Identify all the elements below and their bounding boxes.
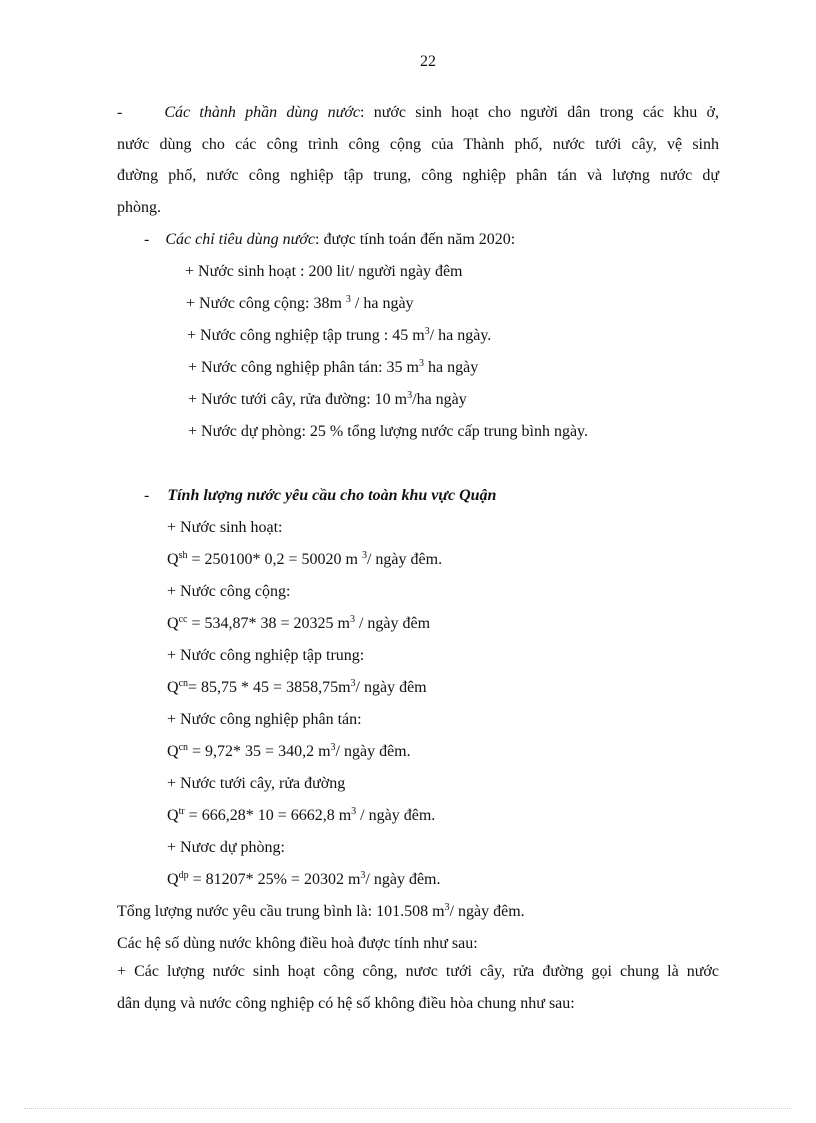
- coefficients-intro: Các hệ số dùng nước không điều hoà được tính như sau:: [117, 935, 478, 952]
- calc-row: [167, 518, 282, 538]
- calc-symbol: Q: [167, 551, 179, 568]
- norm-text: + Nước sinh hoạt : 200 lit/ người ngày đêm: [185, 263, 463, 280]
- heading-total-water-demand: Tính lượng nước yêu cầu cho toàn khu vực Quận: [167, 487, 497, 504]
- p1-line-4: phòng.: [117, 198, 161, 216]
- section-heading: [144, 486, 496, 506]
- calc-unit: / ngày đêm.: [356, 807, 436, 824]
- p2-rest: : được tính toán đến năm 2020:: [315, 231, 516, 248]
- superscript: 3: [361, 550, 367, 561]
- total-unit: / ngày đêm.: [449, 903, 525, 920]
- calc-unit: / ngày đêm: [354, 615, 431, 632]
- paragraph-coefficients: [117, 956, 719, 1019]
- calc-row: [167, 774, 345, 794]
- norm-item: [185, 262, 462, 282]
- term-water-components: Các thành phần dùng nước: [164, 104, 361, 121]
- calc-expression: = 85,75 * 45 = 3858,75m: [188, 679, 351, 696]
- term-water-norms: Các chỉ tiêu dùng nước: [165, 231, 316, 248]
- norm-unit: ha ngày: [424, 359, 479, 376]
- calc-row: [167, 806, 435, 826]
- paragraph-water-components: [117, 97, 719, 223]
- subscript-label: dp: [178, 870, 189, 881]
- norm-item: [188, 390, 467, 410]
- calc-expression: = 250100* 0,2 = 50020 m: [187, 551, 362, 568]
- calc-symbol: Q: [167, 679, 179, 696]
- calc-unit: / ngày đêm: [355, 679, 427, 696]
- calc-label: + Nước công cộng:: [167, 583, 291, 600]
- superscript: 3: [330, 742, 336, 753]
- dash: -: [144, 487, 150, 504]
- norm-unit: /ha ngày: [412, 391, 467, 408]
- superscript: 3: [351, 806, 357, 817]
- calc-label: + Nước sinh hoạt:: [167, 519, 283, 536]
- calc-row: [167, 678, 427, 698]
- subscript-label: cc: [178, 614, 188, 625]
- calc-symbol: Q: [167, 871, 179, 888]
- calc-row: [167, 710, 362, 730]
- page-bottom-divider: [24, 1108, 792, 1109]
- subscript-label: cn: [178, 742, 189, 753]
- norm-text: + Nước công nghiệp phân tán: 35 m: [188, 359, 419, 376]
- calc-expression: = 81207* 25% = 20302 m: [188, 871, 361, 888]
- calc-label: + Nước công nghiệp tập trung:: [167, 647, 365, 664]
- p1-line-2: nước dùng cho các công trình công cộng của Thành phố, nước tưới cây, vệ sinh: [117, 135, 719, 153]
- calc-unit: / ngày đêm.: [335, 743, 411, 760]
- subscript-label: tr: [178, 806, 185, 817]
- norm-item: [186, 294, 414, 314]
- calc-symbol: Q: [167, 615, 179, 632]
- superscript: 3: [360, 870, 366, 881]
- superscript: 3: [345, 294, 351, 305]
- calc-symbol: Q: [167, 807, 179, 824]
- calc-row: [167, 870, 440, 890]
- calc-row: [167, 614, 430, 634]
- superscript: 3: [407, 390, 413, 401]
- calc-row: [167, 742, 411, 762]
- paragraph-water-norms: [144, 230, 515, 250]
- p6-line-2: dân dụng và nước công nghiệp có hệ số không điều hòa chung như sau:: [117, 994, 575, 1012]
- calc-expression: = 9,72* 35 = 340,2 m: [188, 743, 331, 760]
- calc-row: [167, 550, 442, 570]
- norm-item: [187, 326, 491, 346]
- subscript-label: cn: [178, 678, 189, 689]
- norm-text: + Nước công nghiệp tập trung : 45 m: [187, 327, 425, 344]
- calc-row: [167, 838, 285, 858]
- subscript-label: sh: [178, 550, 188, 561]
- p1-text-1: : nước sinh hoạt cho người dân trong các khu ở,: [360, 104, 720, 121]
- calc-label: + Nước tưới cây, rửa đường: [167, 775, 346, 792]
- calc-symbol: Q: [167, 743, 179, 760]
- superscript: 3: [424, 326, 430, 337]
- calc-unit: / ngày đêm.: [365, 871, 441, 888]
- calc-unit: / ngày đêm.: [366, 551, 443, 568]
- norm-item: [188, 358, 478, 378]
- norm-text: + Nước dự phòng: 25 % tổng lượng nước cấp trung bình ngày.: [188, 423, 588, 440]
- p1-line-1: [117, 97, 719, 129]
- superscript: 3: [444, 902, 450, 913]
- norm-text: + Nước công cộng: 38m: [186, 295, 346, 312]
- dash: -: [144, 231, 150, 248]
- superscript: 3: [419, 358, 424, 369]
- norm-unit: / ha ngày: [350, 295, 414, 312]
- dash: -: [117, 104, 123, 121]
- calc-row: [167, 646, 364, 666]
- p6-line-1: + Các lượng nước sinh hoạt công công, nươc tưới cây, rửa đường gọi chung là nước: [117, 963, 719, 980]
- calc-expression: = 534,87* 38 = 20325 m: [187, 615, 350, 632]
- calc-label: + Nươc dự phòng:: [167, 839, 285, 856]
- p1-line-3: đường phố, nước công nghiệp tập trung, công nghiệp phân tán và lượng nước dự: [117, 167, 719, 185]
- superscript: 3: [350, 678, 356, 689]
- total-text: Tổng lượng nước yêu cầu trung bình là: 101.508 m: [117, 903, 445, 920]
- calc-label: + Nước công nghiệp phân tán:: [167, 711, 362, 728]
- page-number: 22: [420, 53, 436, 70]
- norm-unit: / ha ngày.: [429, 327, 492, 344]
- superscript: 3: [349, 614, 355, 625]
- calc-expression: = 666,28* 10 = 6662,8 m: [184, 807, 352, 824]
- calc-row: [167, 582, 290, 602]
- norm-item: [188, 422, 588, 442]
- norm-text: + Nước tưới cây, rửa đường: 10 m: [188, 391, 408, 408]
- total-demand: [117, 902, 525, 922]
